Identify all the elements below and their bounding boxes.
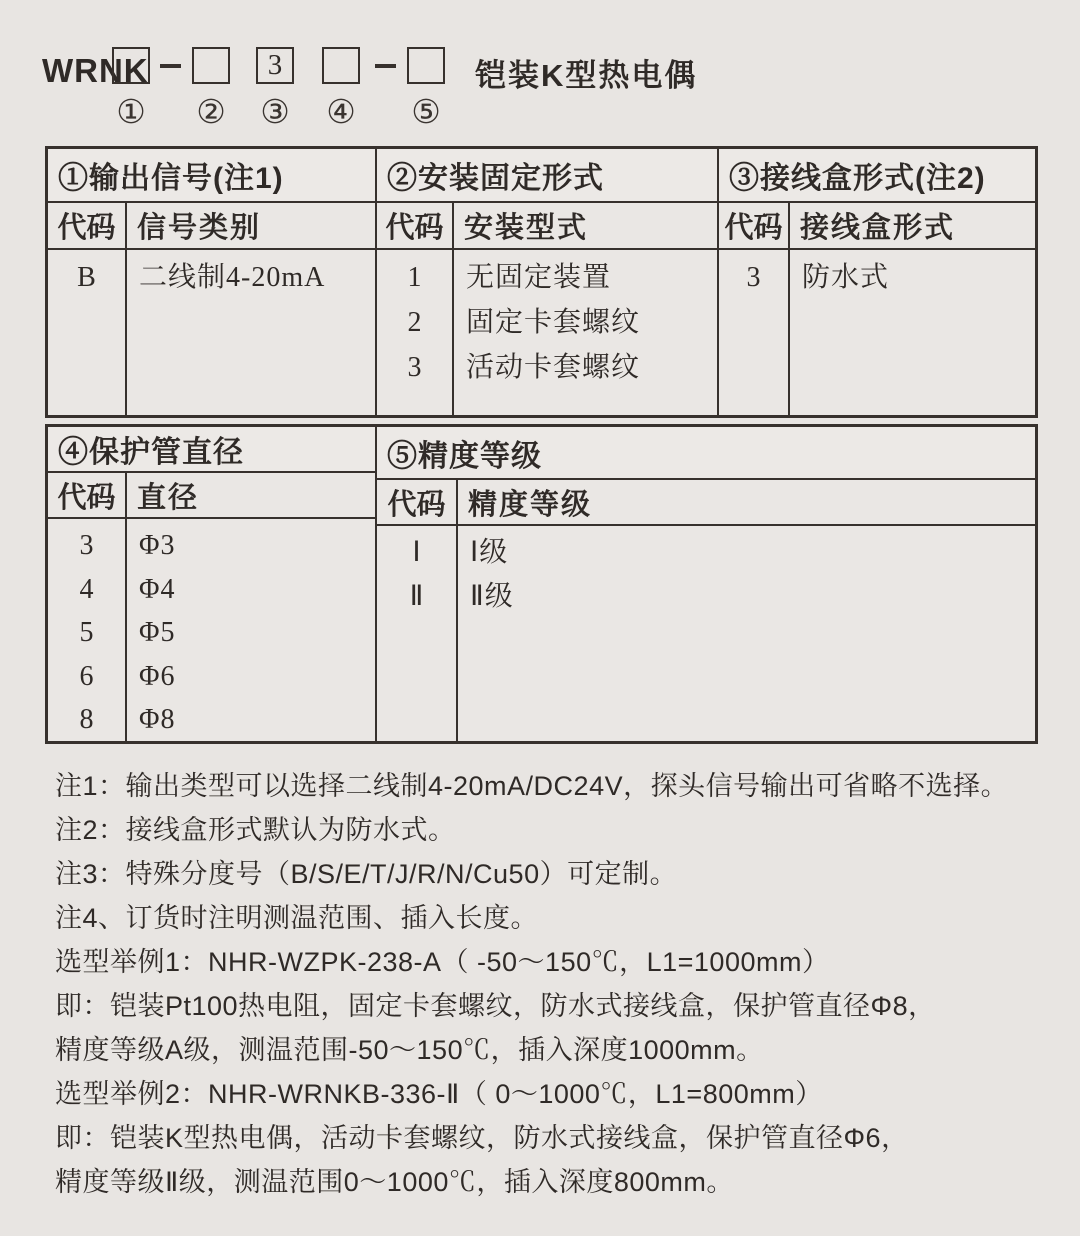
note-line: 注1：输出类型可以选择二线制4-20mA/DC24V，探头信号输出可省略不选择。 xyxy=(55,771,1009,801)
selection-table-bottom xyxy=(45,424,1038,744)
table-cell: Ⅰ xyxy=(412,537,421,568)
model-code-box-2 xyxy=(192,47,230,84)
section-title: ②安装固定形式 xyxy=(377,149,717,203)
column-header: 安装型式 xyxy=(454,203,717,250)
table-cell: Ⅱ级 xyxy=(470,580,514,612)
notes-block xyxy=(55,764,1045,1204)
table-cell: 5 xyxy=(79,617,94,648)
table-cell: Ⅱ xyxy=(409,580,424,612)
note-line: 选型举例1：NHR-WZPK-238-A（ -50～150℃，L1=1000mm） xyxy=(55,947,830,977)
code-column xyxy=(48,203,127,415)
column-header: 信号类别 xyxy=(127,203,375,250)
value-column xyxy=(458,480,1035,741)
section-title: ③接线盒形式(注2) xyxy=(719,149,1035,203)
column-header: 代码 xyxy=(377,203,452,250)
position-marker-4: ④ xyxy=(326,95,356,131)
value-cells xyxy=(127,519,375,742)
code-column xyxy=(377,203,454,415)
note-line: 精度等级Ⅱ级，测温范围0～1000℃，插入深度800mm。 xyxy=(55,1167,734,1197)
table-cell: 3 xyxy=(79,530,94,561)
value-cells xyxy=(458,526,1035,741)
section-sheath-diameter xyxy=(48,427,377,741)
table-cell: 3 xyxy=(746,262,761,293)
table-cell: 6 xyxy=(79,660,94,692)
table-cell: 无固定装置 xyxy=(466,262,612,293)
model-prefix-label: WRNK xyxy=(42,52,149,89)
value-column xyxy=(127,473,375,742)
table-cell: 1 xyxy=(407,262,422,293)
note-line: 即：铠装Pt100热电阻，固定卡套螺纹，防水式接线盒，保护管直径Φ8， xyxy=(55,991,936,1021)
code-cells xyxy=(48,519,125,742)
value-cells xyxy=(790,250,1035,415)
note-line: 注4、订货时注明测温范围、插入长度。 xyxy=(55,903,539,933)
section-grid xyxy=(48,203,375,415)
value-cells xyxy=(127,250,375,415)
value-column xyxy=(127,203,375,415)
note-line: 选型举例2：NHR-WRNKB-336-Ⅱ（ 0～1000℃，L1=800mm） xyxy=(55,1079,823,1109)
section-junction-box xyxy=(719,149,1035,415)
note-line: 即：铠装K型热电偶，活动卡套螺纹，防水式接线盒，保护管直径Φ6， xyxy=(55,1123,909,1153)
section-output-signal xyxy=(48,149,377,415)
table-cell: Φ6 xyxy=(139,660,176,692)
product-name: 铠装K型热电偶 xyxy=(475,58,698,93)
note-line: 注3：特殊分度号（B/S/E/T/J/R/N/Cu50）可定制。 xyxy=(55,859,678,889)
section-title: ④保护管直径 xyxy=(48,427,375,473)
section-title: ①输出信号(注1) xyxy=(48,149,375,203)
position-marker-1: ① xyxy=(116,95,146,131)
section-grid xyxy=(48,473,375,742)
table-cell: 活动卡套螺纹 xyxy=(466,352,641,383)
section-grid xyxy=(377,480,1035,741)
table-cell: Φ3 xyxy=(139,530,176,561)
section-grid xyxy=(719,203,1035,415)
model-code-dash xyxy=(160,64,181,68)
model-code-dash xyxy=(375,64,396,68)
code-cells xyxy=(719,250,788,415)
position-marker-2: ② xyxy=(196,95,226,131)
section-grid xyxy=(377,203,717,415)
selection-table-top xyxy=(45,146,1038,418)
table-cell: 4 xyxy=(79,573,94,605)
note-line: 精度等级A级，测温范围-50～150℃，插入深度1000mm。 xyxy=(55,1035,764,1065)
table-cell: 二线制4-20mA xyxy=(139,262,326,293)
table-cell: Φ5 xyxy=(139,617,176,648)
section-title: ⑤精度等级 xyxy=(377,427,1035,480)
table-cell: 2 xyxy=(407,307,422,338)
table-cell: Φ4 xyxy=(139,573,176,605)
code-cells xyxy=(377,250,452,415)
value-cells xyxy=(454,250,717,415)
code-cells xyxy=(48,250,125,415)
column-header: 代码 xyxy=(719,203,788,250)
value-column xyxy=(790,203,1035,415)
table-cell: Φ8 xyxy=(139,704,176,735)
column-header: 代码 xyxy=(377,480,456,526)
table-cell: 固定卡套螺纹 xyxy=(466,307,641,338)
column-header: 代码 xyxy=(48,203,125,250)
code-cells xyxy=(377,526,456,741)
table-cell: 防水式 xyxy=(802,262,890,293)
model-code-box-4 xyxy=(322,47,360,84)
section-mounting xyxy=(377,149,719,415)
table-cell: 3 xyxy=(407,352,422,383)
model-code-box-1 xyxy=(112,47,150,84)
value-column xyxy=(454,203,717,415)
note-line: 注2：接线盒形式默认为防水式。 xyxy=(55,815,456,845)
model-code-box-3: 3 xyxy=(256,47,294,84)
model-code-box-5 xyxy=(407,47,445,84)
column-header: 直径 xyxy=(127,473,375,519)
code-column xyxy=(48,473,127,742)
table-cell: B xyxy=(77,262,96,293)
column-header: 接线盒形式 xyxy=(790,203,1035,250)
column-header: 代码 xyxy=(48,473,125,519)
code-column xyxy=(719,203,790,415)
code-column xyxy=(377,480,458,741)
table-cell: 8 xyxy=(79,704,94,735)
section-accuracy-class xyxy=(377,427,1035,741)
table-cell: Ⅰ级 xyxy=(470,537,509,568)
position-marker-5: ⑤ xyxy=(411,95,441,131)
column-header: 精度等级 xyxy=(458,480,1035,526)
position-marker-3: ③ xyxy=(260,95,290,131)
